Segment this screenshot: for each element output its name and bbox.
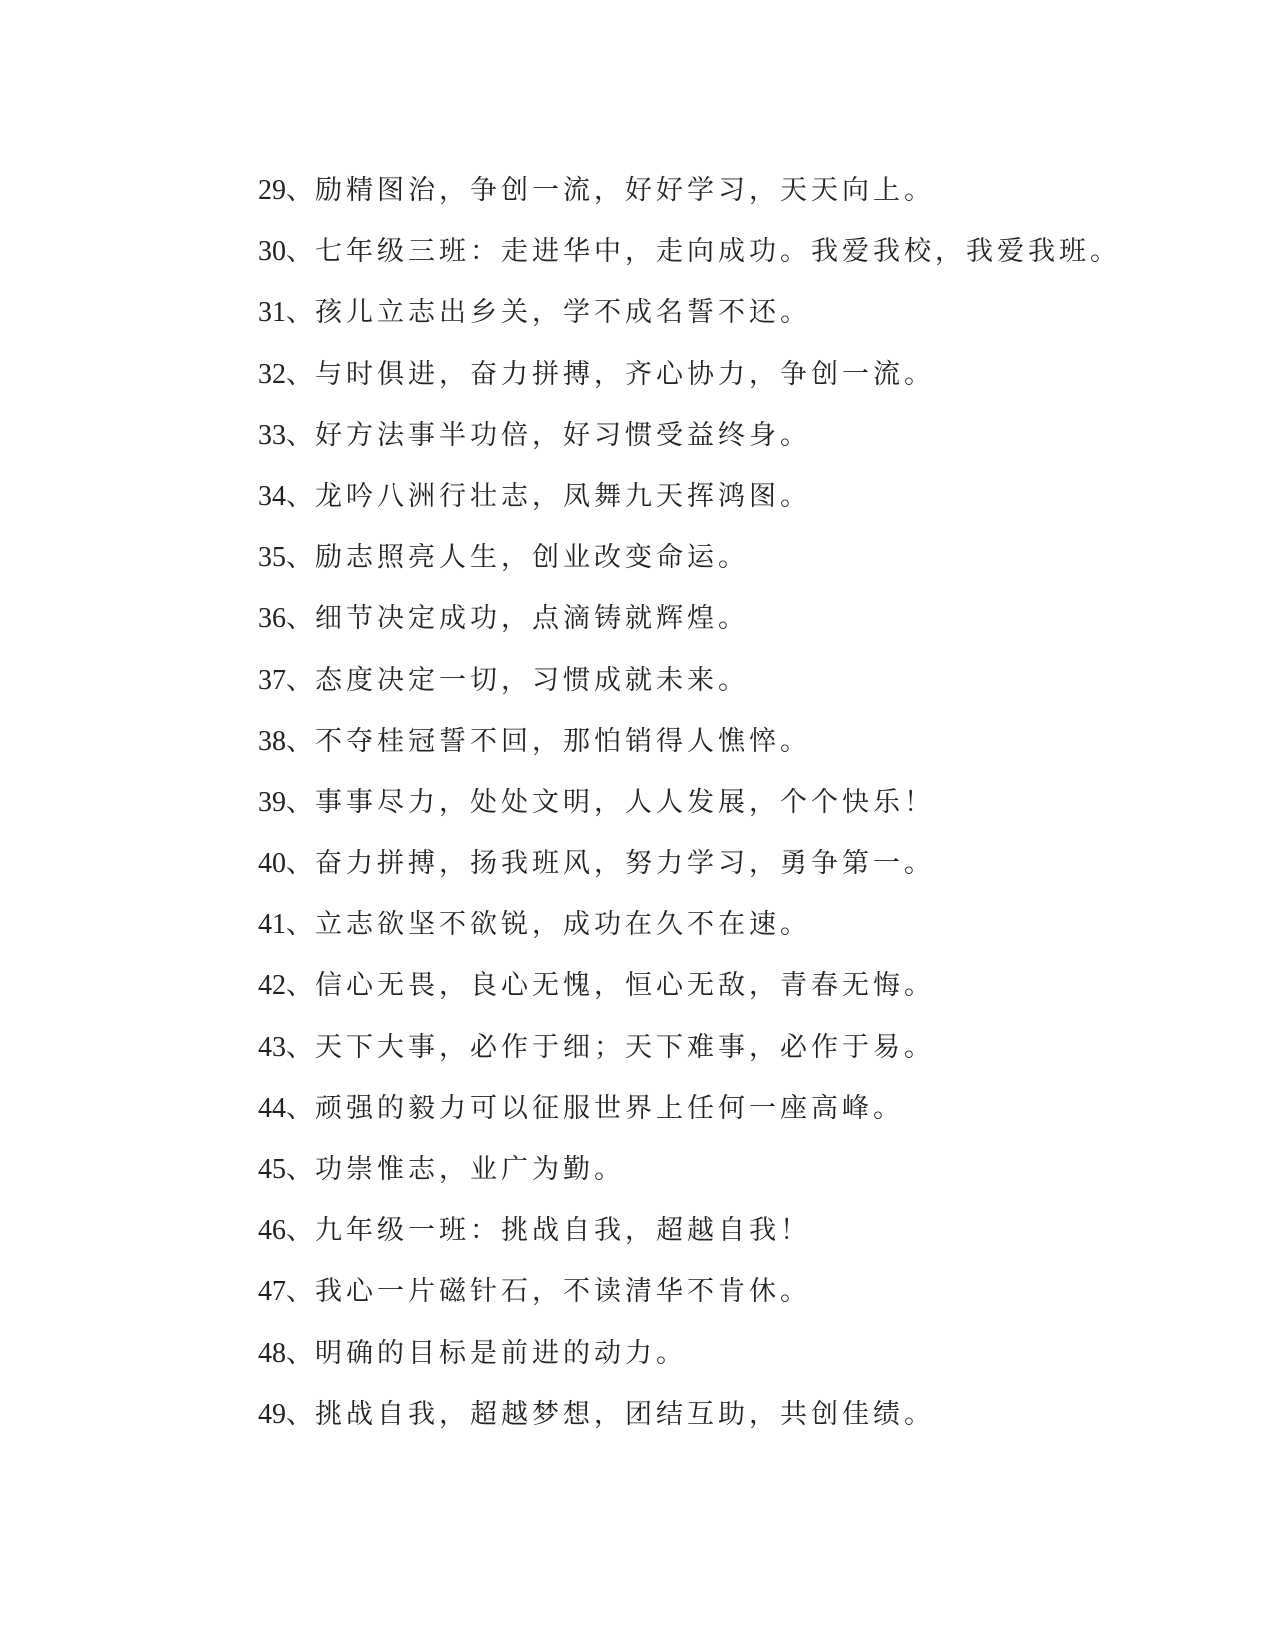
item-text: 明确的目标是前进的动力。 <box>315 1337 687 1369</box>
item-separator: 、 <box>286 358 315 390</box>
item-text: 态度决定一切，习惯成就未来。 <box>315 664 749 696</box>
item-separator: 、 <box>286 236 315 268</box>
list-item <box>258 527 1121 588</box>
list-item <box>258 894 1121 955</box>
item-number: 39 <box>258 786 286 818</box>
item-text: 孩儿立志出乡关，学不成名誓不还。 <box>315 297 811 329</box>
item-text: 细节决定成功，点滴铸就辉煌。 <box>315 603 749 635</box>
list-item <box>258 1017 1121 1078</box>
item-separator: 、 <box>286 603 315 635</box>
item-number: 32 <box>258 358 286 390</box>
list-item <box>258 650 1121 711</box>
item-text: 励志照亮人生，创业改变命运。 <box>315 542 749 574</box>
list-item <box>258 1078 1121 1139</box>
item-number: 49 <box>258 1398 286 1430</box>
list-item <box>258 466 1121 527</box>
item-number: 44 <box>258 1092 286 1124</box>
list-item <box>258 221 1121 282</box>
item-number: 31 <box>258 297 286 329</box>
item-separator: 、 <box>286 1031 315 1063</box>
list-item <box>258 955 1121 1016</box>
item-text: 立志欲坚不欲锐，成功在久不在速。 <box>315 909 811 941</box>
item-number: 40 <box>258 848 286 880</box>
item-number: 35 <box>258 542 286 574</box>
item-text: 七年级三班：走进华中，走向成功。我爱我校，我爱我班。 <box>315 236 1121 268</box>
item-separator: 、 <box>286 970 315 1002</box>
item-separator: 、 <box>286 664 315 696</box>
item-number: 43 <box>258 1031 286 1063</box>
item-number: 38 <box>258 725 286 757</box>
item-separator: 、 <box>286 542 315 574</box>
list-item <box>258 344 1121 405</box>
item-text: 顽强的毅力可以征服世界上任何一座高峰。 <box>315 1092 904 1124</box>
item-separator: 、 <box>286 725 315 757</box>
item-number: 30 <box>258 236 286 268</box>
item-text: 事事尽力，处处文明，人人发展，个个快乐！ <box>315 786 935 818</box>
item-separator: 、 <box>286 909 315 941</box>
item-text: 好方法事半功倍，好习惯受益终身。 <box>315 419 811 451</box>
item-text: 励精图治，争创一流，好好学习，天天向上。 <box>315 175 935 206</box>
item-number: 41 <box>258 909 286 941</box>
slogan-list <box>258 160 1121 1445</box>
item-text: 天下大事，必作于细；天下难事，必作于易。 <box>315 1031 935 1063</box>
item-separator: 、 <box>286 1276 315 1308</box>
list-item <box>258 1261 1121 1322</box>
list-item <box>258 1139 1121 1200</box>
item-text: 九年级一班：挑战自我，超越自我！ <box>315 1215 811 1247</box>
item-number: 47 <box>258 1276 286 1308</box>
item-number: 48 <box>258 1337 286 1369</box>
item-number: 37 <box>258 664 286 696</box>
item-number: 34 <box>258 480 286 512</box>
item-text: 挑战自我，超越梦想，团结互助，共创佳绩。 <box>315 1398 935 1430</box>
list-item <box>258 588 1121 649</box>
item-text: 不夺桂冠誓不回，那怕销得人憔悴。 <box>315 725 811 757</box>
item-text: 龙吟八洲行壮志，凤舞九天挥鸿图。 <box>315 480 811 512</box>
item-separator: 、 <box>286 1398 315 1430</box>
list-item <box>258 1323 1121 1384</box>
item-separator: 、 <box>286 480 315 512</box>
item-separator: 、 <box>286 1215 315 1247</box>
list-item <box>258 711 1121 772</box>
item-separator: 、 <box>286 786 315 818</box>
item-text: 奋力拼搏，扬我班风，努力学习，勇争第一。 <box>315 848 935 880</box>
list-item <box>258 282 1121 343</box>
item-number: 29 <box>258 175 286 206</box>
list-item <box>258 160 1121 221</box>
item-number: 45 <box>258 1154 286 1185</box>
item-number: 42 <box>258 970 286 1002</box>
list-item <box>258 772 1121 833</box>
item-text: 信心无畏，良心无愧，恒心无敌，青春无悔。 <box>315 970 935 1002</box>
item-text: 与时俱进，奋力拼搏，齐心协力，争创一流。 <box>315 358 935 390</box>
list-item <box>258 405 1121 466</box>
list-item <box>258 833 1121 894</box>
item-number: 36 <box>258 603 286 635</box>
list-item <box>258 1384 1121 1445</box>
item-separator: 、 <box>286 1337 315 1369</box>
item-separator: 、 <box>286 1092 315 1124</box>
item-separator: 、 <box>286 1154 315 1185</box>
list-item <box>258 1200 1121 1261</box>
item-separator: 、 <box>286 419 315 451</box>
item-number: 33 <box>258 419 286 451</box>
item-text: 我心一片磁针石，不读清华不肯休。 <box>315 1276 811 1308</box>
item-separator: 、 <box>286 848 315 880</box>
item-text: 功崇惟志，业广为勤。 <box>315 1154 625 1185</box>
item-separator: 、 <box>286 297 315 329</box>
item-separator: 、 <box>286 175 315 206</box>
item-number: 46 <box>258 1215 286 1247</box>
